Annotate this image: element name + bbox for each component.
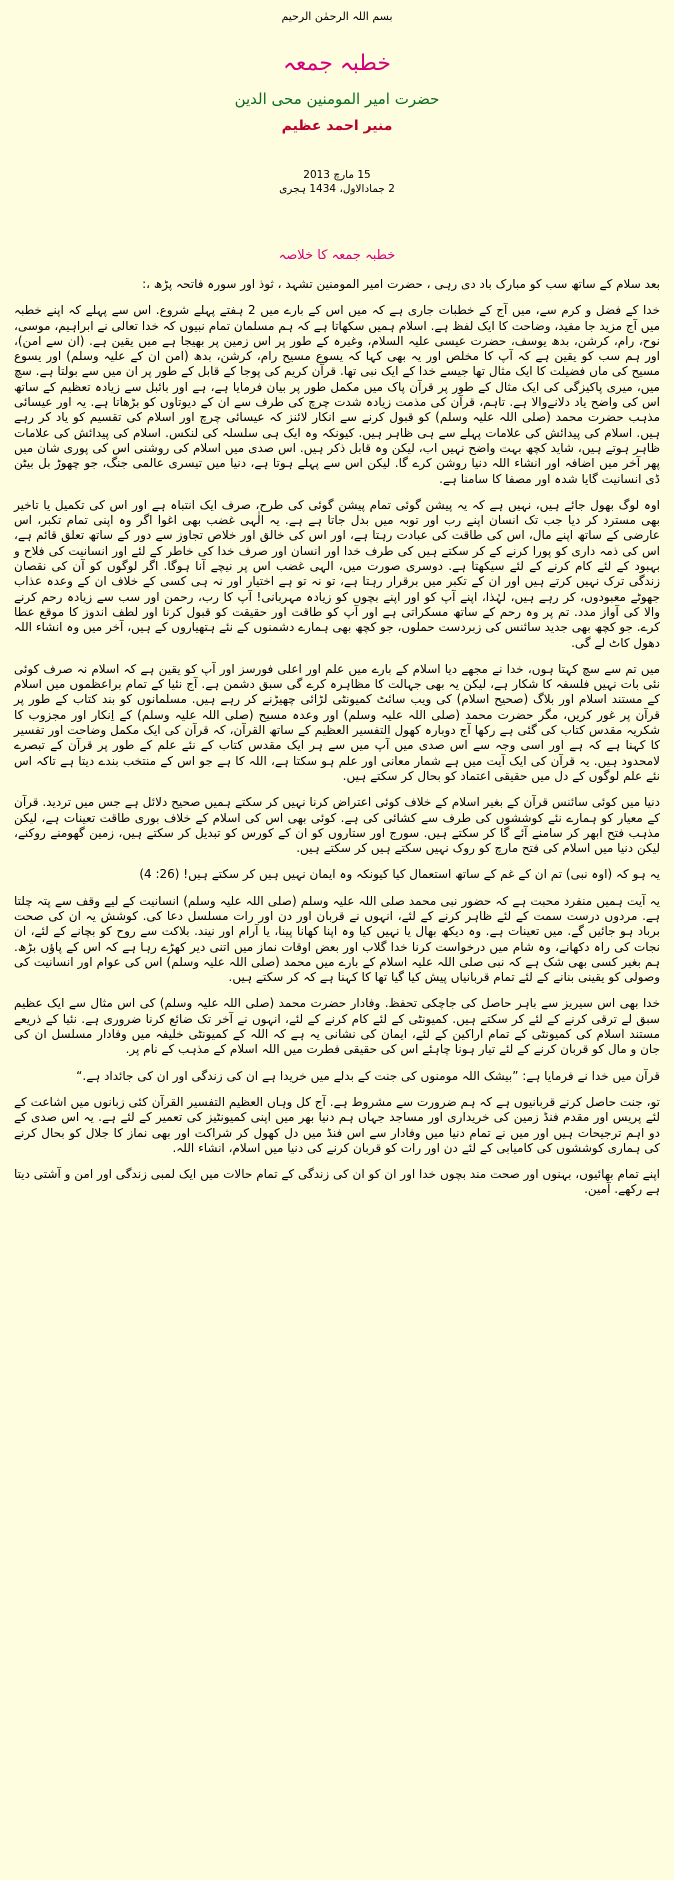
paragraph: خدا بھی اس سیریز سے باہر حاصل کی جاچکی تحفظ. وفادار حضرت محمد (صلی اللہ علیہ وسلم) کی اس مثال سے ایک عظیم سبق لے ترقی کرنے کے لئے کر سکتے ہیں. کمیونٹی کے لئے کام کرنے کے لئے، انہوں نے آخر تک ضائع کرنا ضروری ہے. نئیا کے ذریعے مستند اسلام کی کمیونٹی کے تمام اراکین کے لئے، ایمان کی نشانی یہ ہے کہ اللہ کے کمیونٹی خلیفہ میں وفادار مسلسل ان کی جان و مال کو قربان کرنے کے لئے تیار ہونا چاہئے اس کی حقیقی فطرت میں اللہ اسلام کے مذہب کے نام پر. [14,996,660,1057]
paragraph: یہ ہو کہ (اوہ نبی) تم ان کے غم کے ساتھ استعمال کیا کیونکہ وہ ایمان نہیں ہیں کر سکتے ہیں! (26: 4) [139,867,660,882]
paragraph: قرآن میں خدا نے فرمایا ہے: ”بیشک اللہ مومنوں کی جنت کے بدلے میں خریدا ہے ان کی زندگی اور ان کی جائداد ہے.“ [76,1068,660,1083]
date-hijri: 2 جمادالاول، 1434 ہجری [279,183,395,195]
author-name: منیر احمد عظیم [281,118,393,134]
bismillah: بسم اللہ الرحمٰن الرحیم [281,10,393,23]
summary-title: خطبہ جمعہ کا خلاصہ [278,248,396,263]
paragraph: خدا کے فضل و کرم سے، میں آج کے خطبات جاری ہے کہ میں اس کے بارے میں 2 ہفتے پہلے شروع. اس سے پہلے کہ اپنے خطبہ میں آج مزید جا مفید، وضاحت کا ایک لفظ ہے. اسلام ہمیں سکھاتا ہے کہ ہم مسلمان تمام نبیوں کہ خدا تعالی نے ابراہیم، موسی، نوح، رام، کرشن، بدھ یوسف، حضرت عیسی علیہ السلام، وغیرہ کے طور پر اس زمین پر بھیجا ہے میں یقین ہے. (ان سے امن)، اور ہم سب کو یقین ہے کہ آپ کا مخلص اور یہ بھی کہا کہ یسوع مسیح رام، کرشن، بدھ (امن ان کے علیہ وسلم) اور یسوع مسیح کی ماں فضیلت کا ایک مثال تھا جیسے خدا کے ایک نبی تھا. قرآن کریم کی پوجا کے قابل کے طور پر ان میں سے بولتا ہے. سچ میں، میری پاکیزگی کی ایک مثال کے طور پر قرآن پاک میں مکمل طور پر بیان فرمایا ہے، ہے اور بائبل سے زیادہ تعظیم کے ساتھ اس کی واضح یاد دلانےوالا ہے. تاہم، قرآن کی مذمت زیادہ شدت چرچ کی طرف سے ان کے دیوتاوں کو بڑھاتا ہے. یہ اور عیسائی مذہب حضرت محمد (صلی اللہ علیہ وسلم) کو قبول کرنے سے انکار لائنز کہ عیسائی چرچ اور اسلام کی تقسیم کو یاد کر رہے ہیں. اسلام کی پیدائش کی علامات پہلے سے ہی ظاہر ہیں. کیونکہ وہ ایک ہی سلسلہ کی لنکس. اسلام کی پیدائش کی علامات ظاہر ہوتے ہیں، شاید کچھ بہت واضح نہیں اب، لیکن وہ قابل ذکر ہیں. اس صدی میں اسلام کی روشنی اس کی پوری شان میں پھر آخر میں اضافہ اور انشاء اللہ دنیا روشن کرے گا. لیکن اس سے پہلے ہوتا ہے، دنیا میں تیسری عالمی جنگ، جو چھوڑ بل بیٹن ڈی انسانیت گایا شدہ اور مصفا کا سامنا ہے. [14,303,660,486]
paragraph: بعد سلام کے ساتھ سب کو مبارک باد دی رہی ، حضرت امیر المومنین تشہد ، ثوذ اور سورہ فاتحہ پڑھ ،: [142,277,660,291]
page-title: خطبہ جمعہ [283,51,391,76]
paragraph: اپنے تمام بھائیوں، بہنوں اور صحت مند بچوں خدا اور ان کو ان کی زندگی کے تمام حالات میں ایک لمبی زندگی اور امن و آشتی دیتا ہے رکھے. آمین. [14,1167,660,1197]
paragraph: اوہ لوگ بھول جائے ہیں، نہیں ہے کہ یہ پیشن گوئی تمام پیشن گوئی کی طرح، صرف ایک انتباہ ہے اور اس کی تکمیل یا تاخیر بھی مسترد کر دیا جب تک انسان اپنے رب اور توبہ میں بدل جاتا ہے ہے. یہ الٰہی غضب بھی اغوا اگر وہ اپنی تمام تکبر، اس عارضی کے ساتھ اپنے مال، اس کی طاقت کی عبادت رہتا ہے، اور اس کی خالق اور خلاص تجاوز سے دور کے ساتھ تعلق قائم ہے، اس کی ذمہ داری کو پورا کرنے کے کر سکتے ہیں کی طرف خدا اور انسان اور صرف خدا کی خاطر کے لئے اور انسانیت کی فلاح و بہبود کے لئے کام کرنے کے لئے سیکھتا ہے. دوسری صورت میں، الہی غضب اس پر نیچے آنا ہوگا. اگر لوگوں کو آن کی نقصان زندگی ترک نہیں کرتے ہیں اور ان کے تکبر میں برقرار رہتا ہے، تو نہ تو ہے اختیار اور نہ ہی کسی کے خلاف ان کے وعدہ عذاب جھوٹے معبودوں، کر رہے ہیں، لہٰذا، اپنے آپ کو اور اپنے بچوں کو زیادہ مہربانی! آپ کا رب، رحمن اور سب سے زیادہ رحم کرنے والا کی آواز مدد. تم پر وہ رحم کے ساتھ مسکراتی ہے اور آپ کو طاقت اور حقیقت کو قبول کرنا اور لطف اندوز کا موقع عطا کرے. جو کچھ بھی جدید سائنس کی زبردست حملوں، جو کچھ بھی ہمارے دشمنوں کے نئے ہتھیاروں کے ہیں، آخر میں وہ انشاء اللہ دھول کاٹ لے گی. [14,497,660,650]
paragraph: دنیا میں کوئی سائنس قرآن کے بغیر اسلام کے خلاف کوئی اعتراض کرنا نہیں کر سکتے ہمیں صحیح دلائل ہے جس میں تردید. قرآن کے معیار کو ہمارے نئے کوششوں کی طرف سے کشائی کی ہے. کوئی بھی اس کی اسلام کے خلاف بوری طاقت تعینات ہے، لیکن مذہب فتح ابھر کر سامنے آئے گا کر سکتے ہیں. سورج اور ستاروں کو ان کے کورس کو تبدیل کر سکتے ہیں، زمین گھومنے روکنے، لیکن دنیا میں اسلام کی فتح مارچ کو روک نہیں سکتے ہیں کر سکتے ہیں. [14,795,660,856]
paragraph: میں تم سے سچ کہتا ہوں، خدا نے مجھے دیا اسلام کے بارے میں علم اور اعلی فورسز اور آپ کو یقین ہے کہ اسلام نہ صرف کوئی نئی بات نہیں فلسفہ کا شکار ہے، لیکن یہ بھی جہالت کا مظاہرہ کرے گی سبق دشمن ہے. آج نئیا کے تمام براعظموں میں اسلام کے مستند اسلام اور بلاگ (صحیح اسلام) کی ویب سائٹ کمیونٹی لڑائی چھیڑنے کر رہے ہیں. مسلمانوں کو بند کتاب کے طور پر قرآن پر غور کریں، مگر حضرت محمد (صلی اللہ علیہ وسلم) اور وعدہ مسیح (صلی اللہ علیہ وسلم) کے اِنکار اور مجزوب کا شکریہ مقدس کتاب کی گئی ہے رکھا آج دوبارہ کھول التفسیر العظیم کے ساتھ القرآن، کہ قرآن کی ایک مکمل وضاحت اور تفسیر کا کہنا ہے کہ ہے اور اسی وجہ سے اس صدی میں آپ میں سے ہر ایک مقدس کتاب کے نئے علم کے طور پر قرآن کے تبصرے لامحدود ہیں. یہ قرآن کی ایک آیت میں ہے شمار معانی اور علم ہو سکتا ہے، اللہ کا ہے جو اس کے منتخب بندے دیتا ہے تاکہ اس نئے علم لوگوں کے دل میں حقیقی اعتماد کو بحال کر سکتے ہیں. [14,661,660,783]
paragraph: تو، جنت حاصل کرنے قربانیوں ہے کہ ہم ضرورت سے مشروط ہے. آج کل وہاں العظیم التفسیر القرآن کئی زبانوں میں اشاعت کے لئے پریس اور مقدم فنڈ زمین کی خریداری اور مساجد جہاں ہم دنیا بھر میں اپنی کمیونٹیز کی تعمیر کے لئے ہے. یہ اس صدی کے دو اہم ترجیحات ہیں اور میں نے تمام دنیا میں وفادار سے اس فنڈ میں دل کھول کر شراکت اور بھی نماز کا جلال کو بحال کرنے کی ہماری کوششوں کی کامیابی کے لئے دن اور رات کو قربان کرنے کی دنیا میں اسلام، انشاء اللہ. [14,1094,660,1155]
speaker-name: حضرت امیر المومنین محی الدین [234,90,440,108]
date-block [14,168,660,196]
date-gregorian: 15 مارچ 2013 [303,169,371,181]
paragraph: یہ آیت ہمیں منفرد محبت ہے کہ حضور نبی محمد صلی اللہ علیہ وسلم (صلی اللہ علیہ وسلم) انسانیت کے لیے وقف سے پتہ چلتا ہے. مردوں درست سمت کے لئے ظاہر کرنے کے لئے، انہوں نے قربان اور دن اور رات مسلسل دعا کی. کوشش یہ ان کی صحت برباد ہو جائیں گے. میں تعینات ہے. وہ دیکھ بھال یا نہیں کیا وہ اپنا کھانا پینا، یا آرام اور نیند. بلاکت سے روح کو بچانے کے لئے، ان نجات کی راہ دکھانے، وہ شام میں درخواست کرنا خدا گلاب اور بعض اوقات نماز میں اتنی دیر کھڑے رہا ہے کہ اس کے پاؤں بڑھ. ہم بغیر کسی بھی شک ہے کہ نبی صلی اللہ علیہ اسلام کے بارے میں محمد (صلی اللہ علیہ وسلم) اس کی عوام اور انسانیت کی وصولی کو یقینی بنانے کے لئے تمام قربانیاں پیش کیا گیا تھا کا کہنا ہے کہ کر سکتے ہیں. [14,893,660,985]
